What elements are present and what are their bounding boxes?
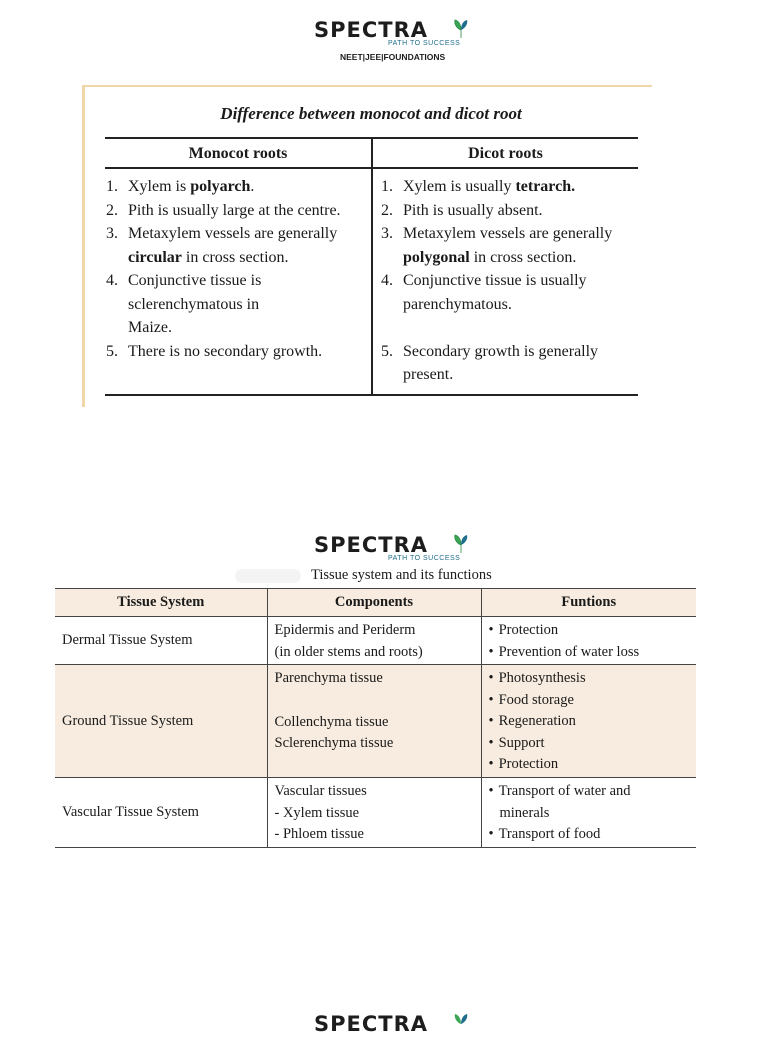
functions-cell: • Photosynthesis • Food storage • Regeneration • Support • Protection	[481, 665, 696, 778]
table-row	[55, 617, 696, 665]
header-tissue-system: Tissue System	[55, 589, 267, 617]
header-functions: Funtions	[481, 589, 696, 617]
blurred-label	[235, 569, 301, 583]
header-components: Components	[267, 589, 481, 617]
item-number: 2.	[106, 201, 118, 219]
functions-cell: • Transport of water and minerals • Transport of food	[481, 778, 696, 848]
item-text: Conjunctive tissue is sclerenchymatous in Maize.	[128, 272, 262, 336]
list-item	[106, 340, 374, 364]
header-dicot: Dicot roots	[468, 145, 543, 162]
dicot-column	[381, 175, 638, 387]
table-row	[55, 778, 696, 848]
frame-left-border	[82, 85, 85, 407]
spectra-logo	[0, 16, 768, 66]
logo-subtitle: NEET|JEE|FOUNDATIONS	[340, 52, 446, 62]
list-item	[106, 222, 374, 269]
logo-wordmark: SPECTRA	[314, 1012, 429, 1036]
components-cell: Vascular tissues - Xylem tissue - Phloem tissue	[267, 778, 481, 848]
caption-text: Tissue system and its functions	[311, 567, 492, 583]
item-number: 4.	[381, 272, 393, 289]
list-item	[381, 269, 638, 316]
item-number: 1.	[106, 178, 118, 195]
list-item	[381, 199, 638, 223]
item-number: 1.	[381, 178, 393, 195]
list-item	[106, 269, 374, 340]
logo-tagline: PATH TO SUCCESS	[388, 40, 461, 47]
leaf-icon	[452, 1012, 470, 1034]
frame-top-border	[82, 85, 652, 87]
item-text: Pith is usually absent.	[403, 201, 543, 219]
table-row	[55, 665, 696, 778]
item-text: There is no secondary growth.	[128, 342, 323, 360]
item-text: Metaxylem vessels are generally polygonal in cross section.	[403, 225, 613, 266]
item-number: 3.	[106, 225, 118, 242]
item-text: Xylem is usually tetrarch.	[403, 178, 576, 195]
components-cell: Parenchyma tissue Collenchyma tissue Sclerenchyma tissue	[267, 665, 481, 778]
item-number: 3.	[381, 225, 393, 242]
leaf-icon	[452, 18, 470, 40]
item-text: Conjunctive tissue is usually parenchymatous.	[403, 272, 587, 313]
table1-caption: Difference between monocot and dicot root	[220, 104, 522, 123]
item-text: Xylem is polyarch.	[128, 178, 255, 195]
header-monocot: Monocot roots	[188, 145, 288, 162]
monocot-dicot-table	[105, 137, 638, 397]
list-item	[106, 199, 374, 223]
system-cell: Dermal Tissue System	[55, 617, 267, 665]
tissue-system-table	[55, 588, 696, 848]
item-number: 5.	[106, 342, 118, 360]
list-item	[106, 175, 374, 199]
system-cell: Vascular Tissue System	[55, 778, 267, 848]
item-text: Metaxylem vessels are generally circular in cross section.	[128, 225, 338, 266]
list-item	[381, 340, 638, 387]
item-text: Secondary growth is generally present.	[403, 342, 599, 383]
list-item	[381, 222, 638, 269]
components-cell: Epidermis and Periderm (in older stems and roots)	[267, 617, 481, 665]
item-text: Pith is usually large at the centre.	[128, 201, 341, 219]
spectra-logo	[0, 1010, 768, 1060]
item-number: 2.	[381, 201, 393, 219]
functions-cell: • Protection • Prevention of water loss	[481, 617, 696, 665]
item-number: 5.	[381, 342, 393, 360]
system-cell: Ground Tissue System	[55, 665, 267, 778]
table2-caption	[235, 567, 695, 584]
monocot-column	[106, 175, 374, 363]
table-header-row	[55, 589, 696, 617]
logo-wordmark: SPECTRA	[314, 533, 429, 557]
leaf-icon	[452, 533, 470, 555]
list-item	[381, 175, 638, 199]
logo-wordmark: SPECTRA	[314, 18, 429, 42]
item-number: 4.	[106, 272, 118, 289]
logo-tagline: PATH TO SUCCESS	[388, 555, 461, 562]
